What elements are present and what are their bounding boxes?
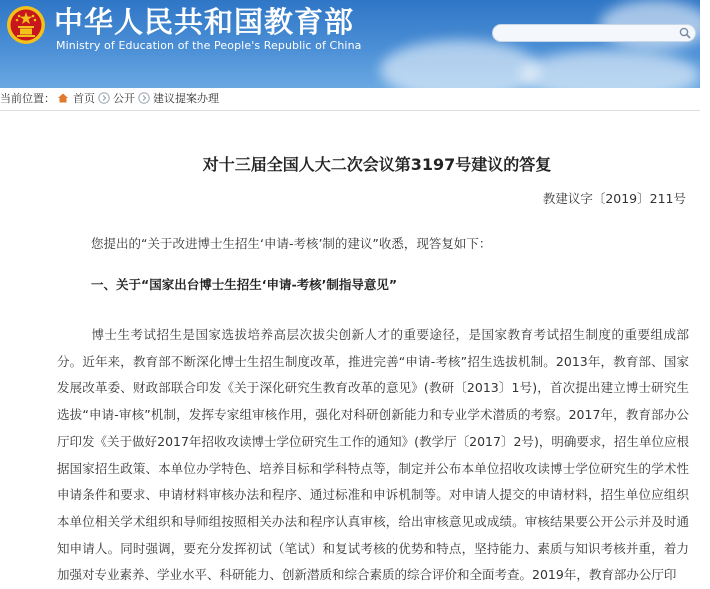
breadcrumb-home[interactable]: 首页 xyxy=(73,92,95,105)
breadcrumb-public[interactable]: 公开 xyxy=(113,92,135,105)
body-paragraph xyxy=(57,322,689,589)
chevron-right-icon xyxy=(98,92,110,104)
home-icon xyxy=(57,92,69,104)
search-icon[interactable] xyxy=(679,27,691,39)
article-content xyxy=(57,112,700,583)
article-title: 对十三届全国人大二次会议第3197号建议的答复 xyxy=(202,155,552,174)
body-text: 博士生考试招生是国家选拔培养高层次拔尖创新人才的重要途径，是国家教育考试招生制度的重要组成部分。近年来，教育部不断深化博士生招生制度改革，推进完善“申请-考核”招生选拔机制。2013年，教育部、国家发展改革委、财政部联合印发《关于深化研究生教育改革的意见》(教研〔2013〕1号)，首次提出建立博士研究生选拔“申请-审核”机制，发挥专家组审核作用，强化对科研创新能力和专业学术潜质的考察。2017年，教育部办公厅印发《关于做好2017年招收攻读博士学位研究生工作的通知》(教学厅〔2017〕2号)，明确要求，招生单位应根据国家招生政策、本单位办学特色、培养目标和学科特点等，制定并公布本单位招收攻读博士学位研究生的学术性申请条件和要求、申请材料审核办法和程序、通过标准和申诉机制等。对申请人提交的申请材料，招生单位应组织本单位相关学术组织和导师组按照相关办法和程序认真审核，给出审核意见或成绩。审核结果要公开公示并及时通知申请人。同时强调，要充分发挥初试（笔试）和复试考核的优势和特点，坚持能力、素质与知识考核并重，着力加强对专业素养、学业水平、科研能力、创新潜质和综合素质的综合评价和全面考查。2019年，教育部办公厅印 xyxy=(57,327,689,583)
greeting-paragraph xyxy=(57,231,689,258)
breadcrumb-proposals[interactable]: 建议提案办理 xyxy=(153,92,219,105)
national-emblem-icon[interactable] xyxy=(6,5,46,45)
breadcrumb-prefix: 当前位置： xyxy=(0,92,55,105)
site-title-english: Ministry of Education of the People's Republic of China xyxy=(56,39,362,52)
section-heading-text: 一、关于“国家出台博士生招生‘申请-考核’制指导意见” xyxy=(91,277,398,292)
site-title-chinese[interactable]: 中华人民共和国教育部 xyxy=(54,5,355,39)
search-box[interactable] xyxy=(492,24,696,42)
chevron-right-icon xyxy=(138,92,150,104)
breadcrumb xyxy=(0,88,700,111)
header-banner xyxy=(0,0,700,88)
document-number: 教建议字〔2019〕211号 xyxy=(542,191,686,206)
search-input[interactable] xyxy=(501,28,675,46)
section-heading xyxy=(57,272,689,299)
greeting-text: 您提出的“关于改进博士生招生‘申请-考核’制的建议”收悉，现答复如下： xyxy=(91,236,492,251)
